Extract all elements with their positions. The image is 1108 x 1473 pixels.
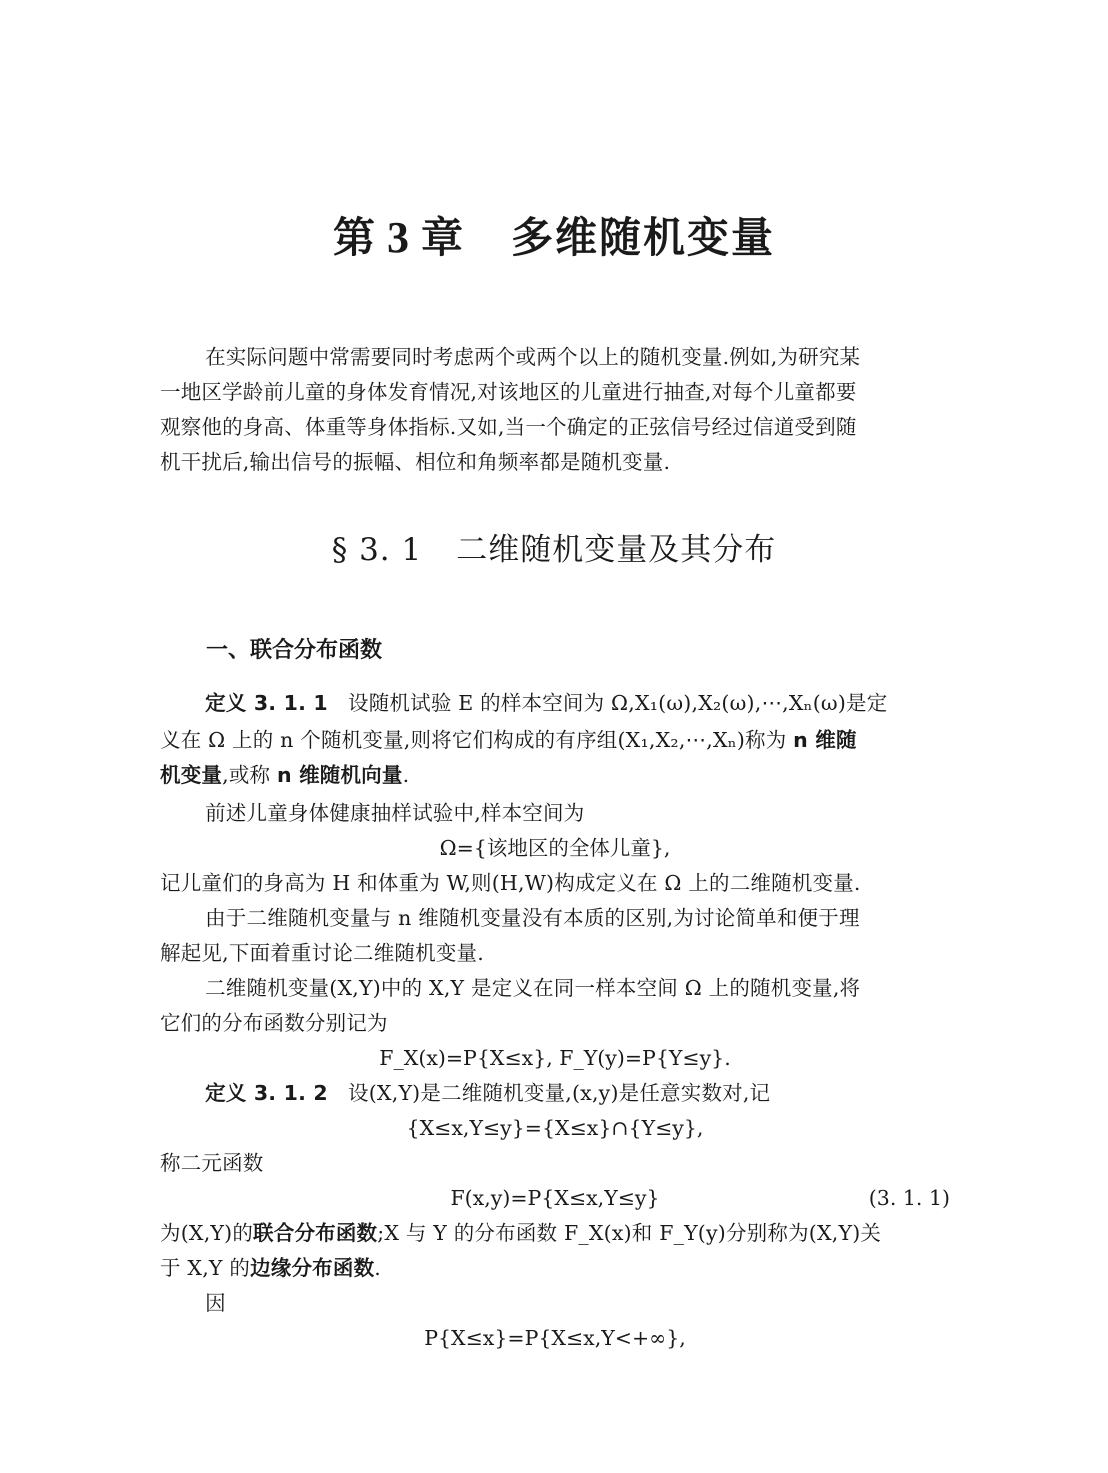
formula-marginal-cdfs: F_X(x)=P{X≤x}, F_Y(y)=P{Y≤y}.	[379, 1046, 731, 1070]
definition-label: 定义 3. 1. 1	[205, 691, 328, 715]
section-name: 二维随机变量及其分布	[456, 532, 777, 568]
formula-marginal-limit: P{X≤x}=P{X≤x,Y<+∞},	[424, 1326, 686, 1350]
definition-text: 义在 Ω 上的 n 个随机变量,则将它们构成的有序组(X₁,X₂,⋯,Xₙ)称为	[160, 728, 794, 752]
section-number: § 3. 1	[331, 532, 423, 568]
intro-line: 在实际问题中常需要同时考虑两个或两个以上的随机变量.例如,为研究某	[205, 345, 861, 369]
term-n-dim-vector: n 维随机向量	[276, 763, 403, 787]
definition-text: 设随机试验 E 的样本空间为 Ω,X₁(ω),X₂(ω),⋯,Xₙ(ω)是定	[348, 691, 888, 715]
equation-number: (3. 1. 1)	[868, 1186, 950, 1210]
subsection-title: 一、联合分布函数	[206, 638, 383, 663]
definition-3-1-2-cont: 为(X,Y)的联合分布函数;X 与 Y 的分布函数 F_X(x)和 F_Y(y)分别称为(X,Y)关 于 X,Y 的边缘分布函数.	[160, 1221, 882, 1280]
chapter-suffix: 章	[420, 213, 465, 262]
chapter-number: 3	[386, 213, 411, 262]
intro-paragraph-cont	[160, 375, 950, 480]
definition-text-binary: 称二元函数	[160, 1151, 264, 1175]
example-intro: 前述儿童身体健康抽样试验中,样本空间为	[205, 801, 585, 825]
definition-label: 定义 3. 1. 2	[205, 1081, 328, 1105]
example-conclusion: 记儿童们的身高为 H 和体重为 W,则(H,W)构成定义在 Ω 上的二维随机变量.	[160, 871, 861, 895]
definition-3-1-1	[160, 686, 950, 721]
closing-line: 因	[205, 1291, 226, 1315]
paragraph-2: 由于二维随机变量与 n 维随机变量没有本质的区别,为讨论简单和便于理	[205, 906, 860, 930]
intro-line: 观察他的身高、体重等身体指标.又如,当一个确定的正弦信号经过信道受到随	[160, 415, 857, 439]
chapter-prefix: 第	[332, 213, 377, 262]
term-joint-cdf: 联合分布函数	[253, 1221, 378, 1245]
formula-joint-cdf: F(x,y)=P{X≤x,Y≤y}	[450, 1186, 660, 1210]
section-title	[0, 524, 1108, 569]
definition-text: 设(X,Y)是二维随机变量,(x,y)是任意实数对,记	[348, 1081, 771, 1105]
intro-line: 一地区学龄前儿童的身体发育情况,对该地区的儿童进行抽查,对每个儿童都要	[160, 380, 857, 404]
paragraph-3-cont: 它们的分布函数分别记为	[160, 1011, 388, 1035]
paragraph-2-cont: 解起见,下面着重讨论二维随机变量.	[160, 941, 484, 965]
intro-line: 机干扰后,输出信号的振幅、相位和角频率都是随机变量.	[160, 450, 671, 474]
formula-sample-space: Ω={该地区的全体儿童},	[439, 836, 671, 860]
definition-3-1-1-cont: 义在 Ω 上的 n 个随机变量,则将它们构成的有序组(X₁,X₂,⋯,Xₙ)称为 n 维随 机变量,或称 n 维随机向量.	[160, 728, 857, 787]
term-marginal-cdf: 边缘分布函数	[250, 1256, 375, 1280]
chapter-title	[0, 205, 1108, 265]
chapter-name: 多维随机变量	[511, 213, 776, 262]
term-n-dim-rv: n 维随	[793, 728, 857, 752]
formula-3-1-1	[160, 1181, 950, 1216]
term-rv: 机变量	[160, 763, 223, 787]
intro-paragraph	[160, 340, 950, 375]
definition-3-1-2	[160, 1076, 950, 1111]
formula-event-intersection: {X≤x,Y≤y}={X≤x}∩{Y≤y},	[406, 1116, 704, 1140]
paragraph-3: 二维随机变量(X,Y)中的 X,Y 是定义在同一样本空间 Ω 上的随机变量,将	[205, 976, 861, 1000]
